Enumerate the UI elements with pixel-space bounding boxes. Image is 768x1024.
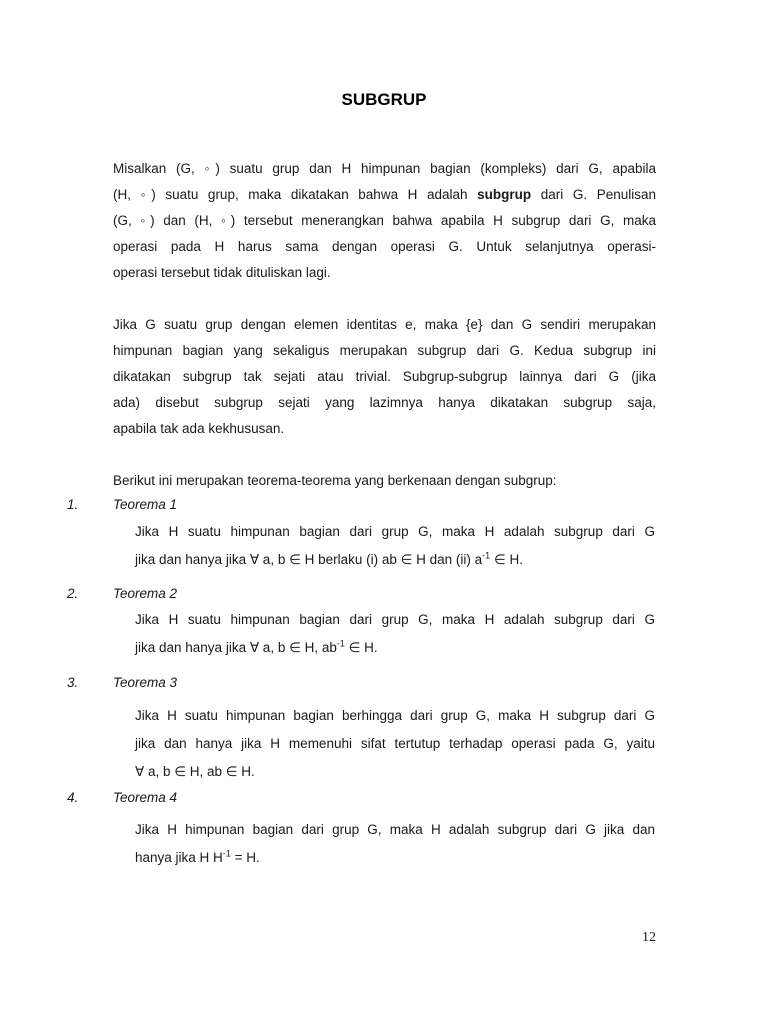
text-line: Misalkan (G, ◦) suatu grup dan H himpunan bagian (kompleks) dari G, apabila <box>113 161 656 176</box>
theorem-intro <box>113 468 656 494</box>
theorem-body <box>135 702 655 786</box>
theorem-title: Teorema 4 <box>113 790 178 805</box>
text-line: jika dan hanya jika H memenuhi sifat tertutup terhadap operasi pada G, yaitu <box>135 736 655 751</box>
text-line: Berikut ini merupakan teorema-teorema yang berkenaan dengan subgrup: <box>113 473 557 488</box>
text-line: Jika H himpunan bagian dari grup G, maka H adalah subgrup dari G jika dan <box>135 822 655 837</box>
text-line: ada) disebut subgrup sejati yang lazimnya hanya dikatakan subgrup saja, <box>113 395 656 410</box>
theorem-body <box>135 816 655 872</box>
text-span: ∈ H. <box>344 640 378 655</box>
text-span: jika dan hanya jika ∀ a, b ∈ H, ab <box>135 640 337 655</box>
text-span: = H. <box>230 850 260 865</box>
list-number: 3. <box>67 675 79 690</box>
list-number: 2. <box>67 586 79 601</box>
text-line: Jika H suatu himpunan bagian berhingga dari grup G, maka H subgrup dari G <box>135 708 655 723</box>
text-line: ∀ a, b ∈ H, ab ∈ H. <box>135 764 255 779</box>
page-title: SUBGRUP <box>341 90 427 109</box>
text-line <box>135 844 655 872</box>
text-line: himpunan bagian yang sekaligus merupakan subgrup dari G. Kedua subgrup ini <box>113 343 656 358</box>
text-span: dari G. Penulisan <box>531 187 656 202</box>
list-number: 4. <box>67 790 79 805</box>
superscript: -1 <box>482 550 491 561</box>
text-line: Jika H suatu himpunan bagian dari grup G, maka H adalah subgrup dari G <box>135 612 655 627</box>
text-line: Jika H suatu himpunan bagian dari grup G, maka H adalah subgrup dari G <box>135 524 655 539</box>
text-span: jika dan hanya jika ∀ a, b ∈ H berlaku (i) ab ∈ H dan (ii) a <box>135 552 483 567</box>
text-line: operasi tersebut tidak dituliskan lagi. <box>113 265 331 280</box>
theorem-title: Teorema 1 <box>113 497 178 512</box>
text-span: hanya jika H H <box>135 850 223 865</box>
theorem-title: Teorema 2 <box>113 586 178 601</box>
theorem-body <box>135 606 655 662</box>
superscript: -1 <box>222 848 231 859</box>
theorem-title: Teorema 3 <box>113 675 178 690</box>
theorem-body <box>135 518 655 574</box>
text-span: (H, ◦) suatu grup, maka dikatakan bahwa H adalah <box>113 187 478 202</box>
page-number: 12 <box>642 930 656 945</box>
text-line <box>113 182 656 208</box>
text-line: dikatakan subgrup tak sejati atau trivial. Subgrup-subgrup lainnya dari G (jika <box>113 369 656 384</box>
paragraph-trivial-subgroups <box>113 312 656 442</box>
text-line: operasi pada H harus sama dengan operasi G. Untuk selanjutnya operasi- <box>113 239 656 254</box>
text-line: (G, ◦) dan (H, ◦) tersebut menerangkan bahwa apabila H subgrup dari G, maka <box>113 213 656 228</box>
list-number: 1. <box>67 497 79 512</box>
text-line <box>135 546 655 574</box>
paragraph-definition <box>113 156 656 286</box>
subgrup-emphasis: subgrup <box>477 187 532 202</box>
text-line: apabila tak ada kekhususan. <box>113 421 285 436</box>
superscript: -1 <box>336 638 345 649</box>
text-span: ∈ H. <box>490 552 523 567</box>
text-line: Jika G suatu grup dengan elemen identitas e, maka {e} dan G sendiri merupakan <box>113 317 656 332</box>
text-line <box>135 634 655 662</box>
